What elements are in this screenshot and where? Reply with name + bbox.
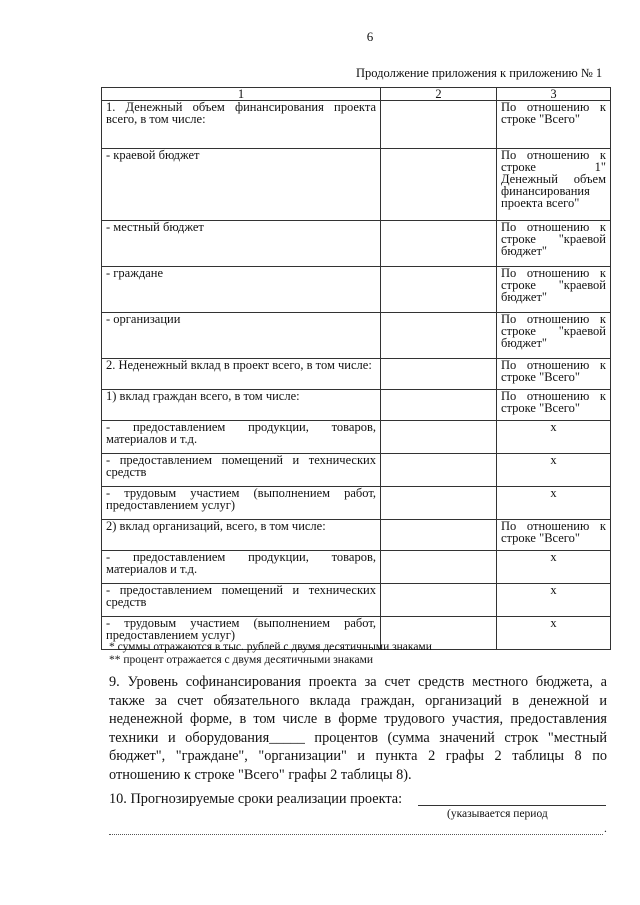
row-label: - трудовым участием (выполнением работ, предоставлением услуг): [102, 617, 381, 650]
row-label: - предоставлением помещений и технических средств: [102, 454, 381, 487]
row-note: По отношению к строке 1" Денежный объем финансирования проекта всего": [497, 149, 611, 221]
table-row: [102, 487, 611, 520]
row-note: По отношению к строке "краевой бюджет": [497, 267, 611, 313]
table-row: [102, 267, 611, 313]
row-value[interactable]: [381, 454, 497, 487]
end-dot: .: [604, 823, 607, 835]
table-row: [102, 390, 611, 421]
footnote-2: ** процент отражается с двумя десятичными знаками: [109, 654, 373, 666]
row-label: - краевой бюджет: [102, 149, 381, 221]
row-label: - предоставлением продукции, товаров, материалов и т.д.: [102, 551, 381, 584]
table-row: [102, 454, 611, 487]
row-note: По отношению к строке "краевой бюджет": [497, 221, 611, 267]
row-note: По отношению к строке "Всего": [497, 520, 611, 551]
row-note: х: [497, 421, 611, 454]
row-note: х: [497, 487, 611, 520]
row-label: 1) вклад граждан всего, в том числе:: [102, 390, 381, 421]
paragraph-9: 9. Уровень софинансирования проекта за счет средств местного бюджета, а также за счет обязательного вклада граждан, организаций в денежной и неденежной форме, в том числе в форме трудового участия, предоставления техники и оборудования_____ процентов (сумма значений строк "местный бюджет", "граждане", "организации" и пункта 2 графы 2 таблицы 8 по отношению к строке "Всего" графы 2 таблицы 8).: [109, 674, 607, 783]
row-value[interactable]: [381, 421, 497, 454]
row-note: х: [497, 584, 611, 617]
row-label: - организации: [102, 313, 381, 359]
row-label: - предоставлением продукции, товаров, материалов и т.д.: [102, 421, 381, 454]
row-label: - местный бюджет: [102, 221, 381, 267]
row-note: По отношению к строке "Всего": [497, 359, 611, 390]
table-row: [102, 551, 611, 584]
period-continuation-line[interactable]: [109, 834, 603, 835]
row-value[interactable]: [381, 267, 497, 313]
row-label: 2) вклад организаций, всего, в том числе:: [102, 520, 381, 551]
table-row: [102, 520, 611, 551]
row-note: х: [497, 454, 611, 487]
row-value[interactable]: [381, 101, 497, 149]
row-note: По отношению к строке "краевой бюджет": [497, 313, 611, 359]
footnote-1: * суммы отражаются в тыс. рублей с двумя десятичными знаками: [109, 641, 432, 653]
page-number: 6: [366, 29, 374, 44]
row-label: 2. Неденежный вклад в проект всего, в том числе:: [102, 359, 381, 390]
period-hint: (указывается период: [447, 808, 548, 820]
period-input-line[interactable]: [418, 805, 606, 806]
column-header: 2: [381, 88, 497, 101]
row-value[interactable]: [381, 390, 497, 421]
row-value[interactable]: [381, 551, 497, 584]
table-row: [102, 313, 611, 359]
row-value[interactable]: [381, 487, 497, 520]
row-note: По отношению к строке "Всего": [497, 101, 611, 149]
column-header: 3: [497, 88, 611, 101]
financing-table: [101, 87, 611, 650]
table-row: [102, 359, 611, 390]
continuation-header: Продолжение приложения к приложению № 1: [356, 66, 603, 80]
row-value[interactable]: [381, 359, 497, 390]
row-value[interactable]: [381, 520, 497, 551]
column-header: 1: [102, 88, 381, 101]
table-header-row: [102, 88, 611, 101]
row-note: х: [497, 617, 611, 650]
table-row: [102, 221, 611, 267]
row-note: х: [497, 551, 611, 584]
row-value[interactable]: [381, 221, 497, 267]
table-row: [102, 584, 611, 617]
row-label: - предоставлением помещений и технических средств: [102, 584, 381, 617]
table-row: [102, 149, 611, 221]
row-label: - трудовым участием (выполнением работ, предоставлением услуг): [102, 487, 381, 520]
row-value[interactable]: [381, 584, 497, 617]
row-label: - граждане: [102, 267, 381, 313]
table-row: [102, 421, 611, 454]
paragraph-10: 10. Прогнозируемые сроки реализации проекта:: [109, 791, 403, 807]
row-note: По отношению к строке "Всего": [497, 390, 611, 421]
row-value[interactable]: [381, 313, 497, 359]
row-value[interactable]: [381, 149, 497, 221]
row-label: 1. Денежный объем финансирования проекта всего, в том числе:: [102, 101, 381, 149]
table-row: [102, 101, 611, 149]
